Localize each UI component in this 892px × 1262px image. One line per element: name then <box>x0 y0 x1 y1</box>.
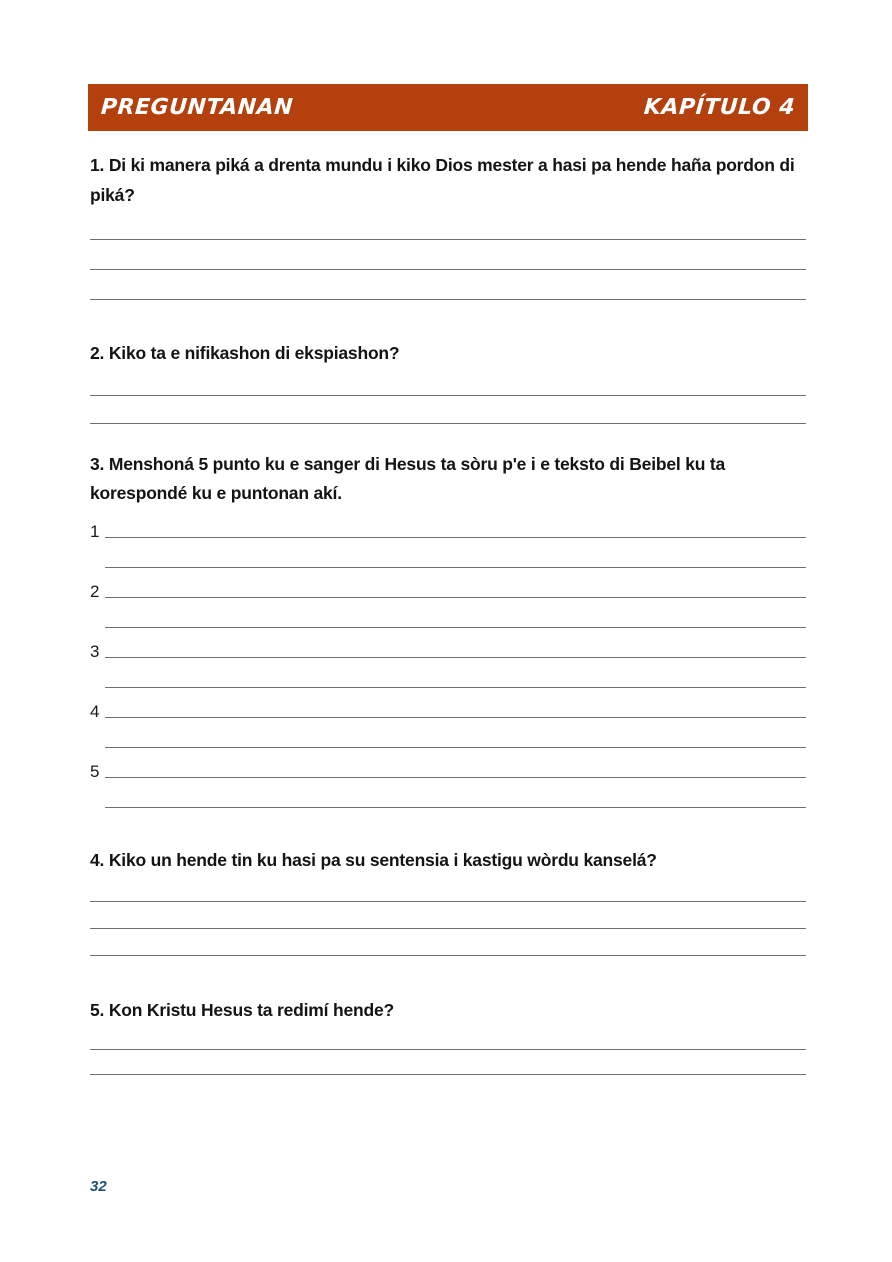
answer-row <box>90 1025 806 1050</box>
continuation-answer-row <box>90 598 806 628</box>
answer-row <box>90 1050 806 1075</box>
answer-line <box>90 928 806 929</box>
question-text: 4. Kiko un hende tin ku hasi pa su sentensia i kastigu wòrdu kanselá? <box>90 850 657 870</box>
answer-line <box>90 423 806 424</box>
answer-line <box>90 955 806 956</box>
item-number: 4 <box>90 702 100 721</box>
question-block <box>90 845 806 956</box>
item-number: 1 <box>90 522 100 541</box>
answer-row <box>90 368 806 396</box>
answer-row <box>90 396 806 424</box>
question-block <box>90 150 806 300</box>
answer-line <box>105 777 806 778</box>
continuation-answer-row <box>90 538 806 568</box>
answer-row <box>90 240 806 270</box>
answer-row <box>90 902 806 929</box>
continuation-answer-row <box>90 718 806 748</box>
answer-line <box>105 687 806 688</box>
item-number: 5 <box>90 762 100 781</box>
answer-line <box>105 747 806 748</box>
header-title: PREGUNTANAN <box>100 95 294 120</box>
answer-line <box>90 1049 806 1050</box>
question-block <box>90 450 806 808</box>
answer-line <box>90 299 806 300</box>
question-text: 5. Kon Kristu Hesus ta redimí hende? <box>90 1000 394 1020</box>
question-block <box>90 995 806 1075</box>
answer-line <box>105 537 806 538</box>
answer-line <box>90 395 806 396</box>
answer-line <box>105 597 806 598</box>
answer-row <box>90 929 806 956</box>
question-text: 2. Kiko ta e nifikashon di ekspiashon? <box>90 343 400 363</box>
header-bar <box>88 84 808 131</box>
continuation-answer-row <box>90 658 806 688</box>
answer-row <box>90 875 806 902</box>
numbered-answer-row <box>90 748 806 781</box>
answer-line <box>90 901 806 902</box>
answer-line <box>105 567 806 568</box>
numbered-answer-row <box>90 628 806 661</box>
answer-line <box>90 269 806 270</box>
answer-line <box>90 239 806 240</box>
numbered-answer-row <box>90 508 806 541</box>
continuation-answer-row <box>90 778 806 808</box>
question-text: 3. Menshoná 5 punto ku e sanger di Hesus ta sòru p'e i e teksto di Beibel ku ta korespondé ku e puntonan akí. <box>90 454 726 503</box>
header-chapter: KAPÍTULO 4 <box>642 95 796 120</box>
numbered-answer-row <box>90 568 806 601</box>
answer-line <box>105 807 806 808</box>
question-block <box>90 338 806 424</box>
answer-line <box>105 717 806 718</box>
question-text: 1. Di ki manera piká a drenta mundu i kiko Dios mester a hasi pa hende haña pordon di piká? <box>90 155 795 205</box>
answer-row <box>90 270 806 300</box>
numbered-answer-row <box>90 688 806 721</box>
item-number: 2 <box>90 582 100 601</box>
page-number: 32 <box>90 1178 107 1195</box>
answer-line <box>105 657 806 658</box>
item-number: 3 <box>90 642 100 661</box>
answer-line <box>105 627 806 628</box>
answer-row <box>90 210 806 240</box>
answer-line <box>90 1074 806 1075</box>
